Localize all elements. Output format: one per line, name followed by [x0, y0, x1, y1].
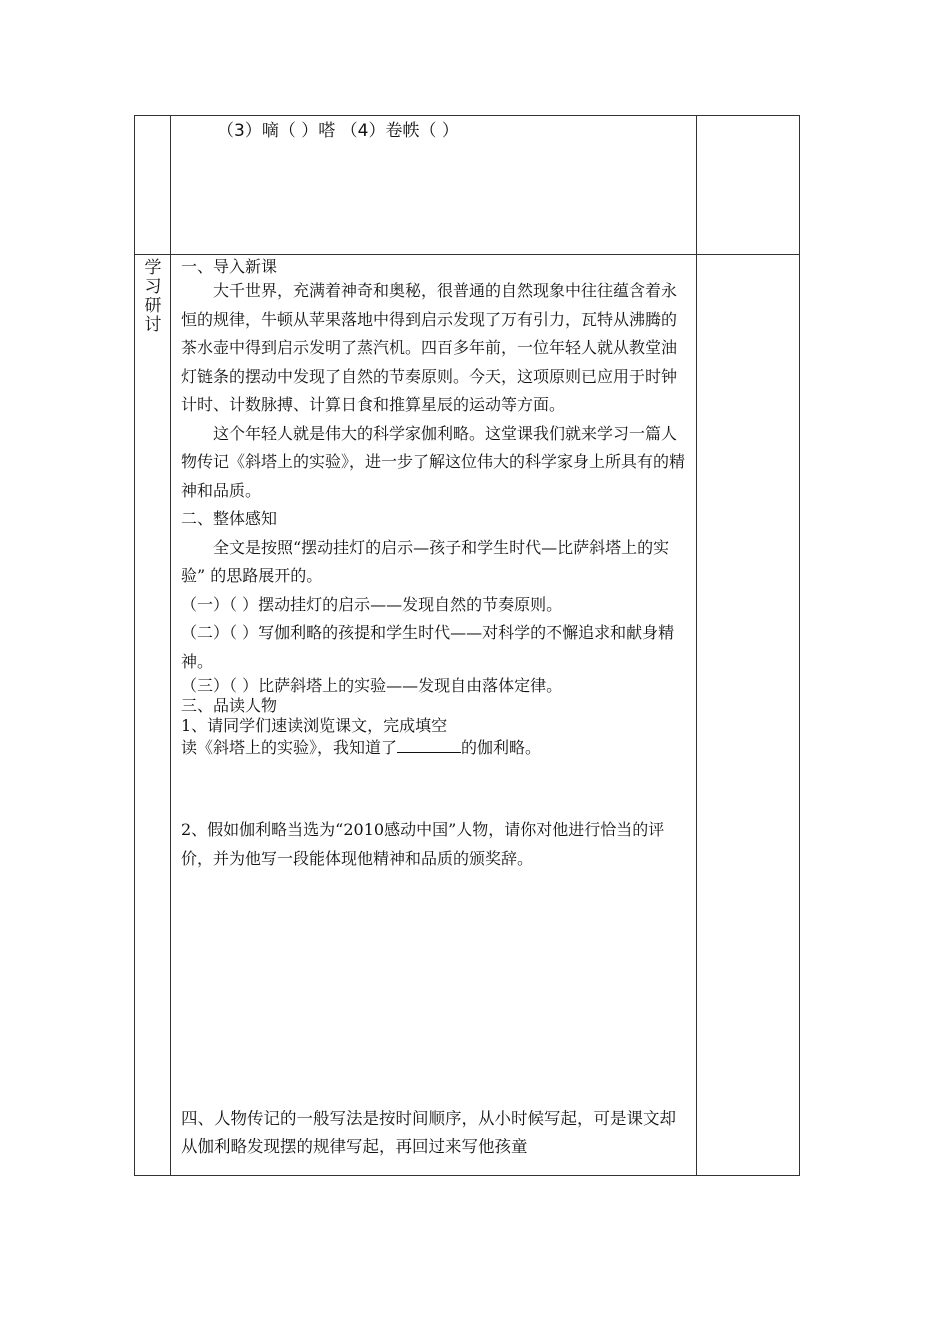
fill-prefix: 读《斜塔上的实验》，我知道了 — [181, 738, 398, 757]
section3-fill-line — [181, 736, 688, 758]
pinyin-exercise-line: （3）嘀（ ）嗒 （4）卷帙（ ） — [217, 121, 459, 141]
label-char: 习 — [144, 277, 162, 297]
label-char: 讨 — [144, 315, 162, 335]
fill-blank[interactable] — [397, 736, 461, 753]
answer-space-1 — [181, 758, 688, 816]
notes-cell-top — [697, 116, 800, 255]
table-row — [135, 255, 800, 1176]
section2-heading: 二、整体感知 — [181, 509, 278, 528]
label-char: 研 — [144, 296, 162, 316]
section1-paragraph-1: 大千世界，充满着神奇和奥秘，很普通的自然现象中往往蕴含着永恒的规律，牛顿从苹果落地中得到启示发现了万有引力，瓦特从沸腾的茶水壶中得到启示发明了蒸汽机。四百多年前，一位年轻人就从教堂油灯链条的摆动中发现了自然的节奏原则。今天，这项原则已应用于时钟计时、计数脉搏、计算日食和推算星辰的运动等方面。 — [181, 281, 678, 414]
label-cell-study — [135, 255, 171, 1176]
section2-item-3: （三）（ ）比萨斜塔上的实验——发现自由落体定律。 — [181, 676, 563, 695]
worksheet-table — [134, 115, 800, 1176]
section2-item-1: （一）（ ）摆动挂灯的启示——发现自然的节奏原则。 — [181, 594, 563, 614]
section3-question-2: 2、假如伽利略当选为“2010感动中国”人物，请你对他进行恰当的评价，并为他写一段能体现他精神和品质的颁奖辞。 — [181, 820, 665, 868]
section2-intro: 全文是按照“摆动挂灯的启示—孩子和学生时代—比萨斜塔上的实验” 的思路展开的。 — [181, 537, 670, 585]
label-char: 学 — [144, 258, 162, 278]
notes-cell-main — [697, 255, 800, 1176]
table-row — [135, 116, 800, 255]
section1-paragraph-2: 这个年轻人就是伟大的科学家伽利略。这堂课我们就来学习一篇人物传记《斜塔上的实验》，进一步了解这位伟大的科学家身上所具有的精神和品质。 — [181, 423, 686, 500]
answer-space-2 — [181, 873, 688, 1085]
content-cell-main — [171, 255, 697, 1176]
section1-heading: 一、导入新课 — [181, 257, 278, 276]
fill-suffix: 的伽利略。 — [461, 738, 542, 757]
content-cell-top — [171, 116, 697, 255]
worksheet-table-wrapper — [134, 115, 799, 1175]
section3-question-1: 1、请同学们速读浏览课文，完成填空 — [181, 716, 448, 735]
label-cell-empty — [135, 116, 171, 255]
section-label-vertical — [135, 255, 171, 335]
section2-item-2: （二）（ ）写伽利略的孩提和学生时代——对科学的不懈追求和献身精神。 — [181, 623, 675, 671]
section4-text: 四、人物传记的一般写法是按时间顺序，从小时候写起，可是课文却从伽利略发现摆的规律写起，再回过来写他孩童 — [181, 1108, 676, 1156]
lesson-content — [171, 255, 696, 1175]
section3-heading: 三、品读人物 — [181, 696, 278, 715]
